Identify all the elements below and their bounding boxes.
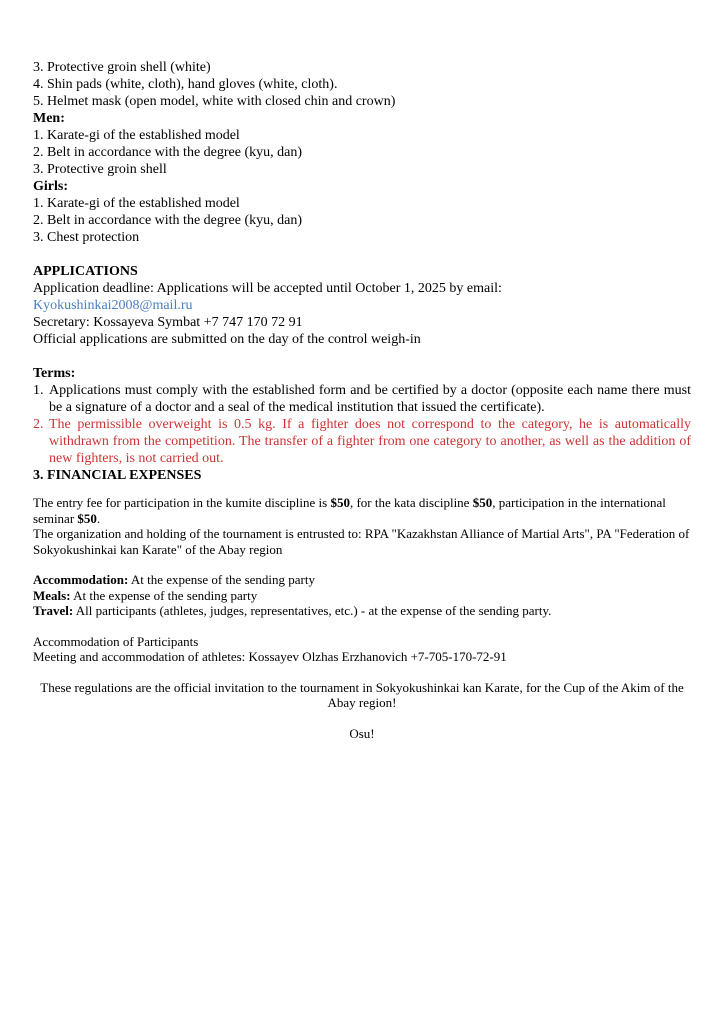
terms-item-text: Applications must comply with the established form and be certified by a doctor (opposite each name there must be a signature of a doctor and a seal of the medical institution that issued the certificate). [49,383,691,415]
travel-line [33,603,691,619]
invitation-statement: These regulations are the official invitation to the tournament in Sokyokushinkai kan Karate, for the Cup of the Akim of the Abay region! [40,679,684,710]
men-item: 2. Belt in accordance with the degree (kyu, dan) [33,145,303,160]
terms-item-number: 2. [33,417,44,432]
organization-paragraph: The organization and holding of the tournament is entrusted to: RPA "Kazakhstan Alliance of Martial Arts", PA "Federation of Sokyokushinkai kan Karate" of the Abay region [33,526,690,557]
financial-section [33,467,691,557]
travel-label: Travel: [33,603,74,618]
applications-heading: APPLICATIONS [33,264,138,279]
men-section [33,110,691,178]
terms-item [33,382,691,416]
fee-text: , participation in the international seminar [33,495,666,526]
meals-text: At the expense of the sending party [70,587,258,603]
terms-section [33,365,691,467]
official-applications-note: Official applications are submitted on the day of the control weigh-in [33,332,421,347]
meeting-contact: Meeting and accommodation of athletes: Kossayev Olzhas Erzhanovich +7-705-170-72-91 [33,649,507,664]
girls-section [33,178,691,246]
terms-heading: Terms: [33,366,76,381]
fee-text: , for the kata discipline [349,495,473,510]
application-email-link[interactable]: Kyokushinkai2008@mail.ru [33,298,193,313]
fee-amount-kumite: $50 [330,495,350,510]
travel-text: All participants (athletes, judges, representatives, etc.) - at the expense of the sending party. [73,603,552,618]
meals-line [33,588,691,604]
fee-text: The entry fee for participation in the kumite discipline is [33,495,331,510]
terms-item-number: 1. [33,383,44,398]
equipment-list-continued [33,59,691,110]
closing-section [33,680,691,742]
girls-item: 1. Karate-gi of the established model [33,196,240,211]
men-heading: Men: [33,111,65,126]
equipment-item: 3. Protective groin shell (white) [33,60,211,75]
closing-salutation: Osu! [349,725,375,741]
applications-section [33,263,691,348]
secretary-contact: Secretary: Kossayeva Symbat +7 747 170 72 91 [33,315,303,330]
participants-heading: Accommodation of Participants [33,633,199,649]
girls-heading: Girls: [33,179,68,194]
participants-section [33,634,691,665]
men-item: 1. Karate-gi of the established model [33,128,240,143]
terms-item-text: The permissible overweight is 0.5 kg. If a fighter does not correspond to the category, he is automatically withdrawn from the competition. The transfer of a fighter from one category to another, as well as the addition of new fighters, is not carried out. [49,417,691,466]
men-item: 3. Protective groin shell [33,162,167,177]
application-deadline: Application deadline: Applications will be accepted until October 1, 2025 by email: [33,281,502,296]
meals-label: Meals: [33,587,71,603]
girls-item: 3. Chest protection [33,230,140,245]
accommodation-label: Accommodation: [33,572,129,587]
financial-heading: 3. FINANCIAL EXPENSES [33,468,202,483]
equipment-item: 5. Helmet mask (open model, white with closed chin and crown) [33,94,396,109]
terms-item-highlighted [33,416,691,467]
girls-item: 2. Belt in accordance with the degree (kyu, dan) [33,213,303,228]
accommodation-line [33,572,691,588]
accommodation-text: At the expense of the sending party [128,572,315,587]
fee-text: . [96,510,101,526]
logistics-section [33,572,691,619]
fee-amount-seminar: $50 [77,510,97,526]
equipment-item: 4. Shin pads (white, cloth), hand gloves (white, cloth). [33,77,338,92]
terms-list [33,382,691,467]
entry-fee-paragraph [33,495,691,526]
fee-amount-kata: $50 [472,495,493,510]
